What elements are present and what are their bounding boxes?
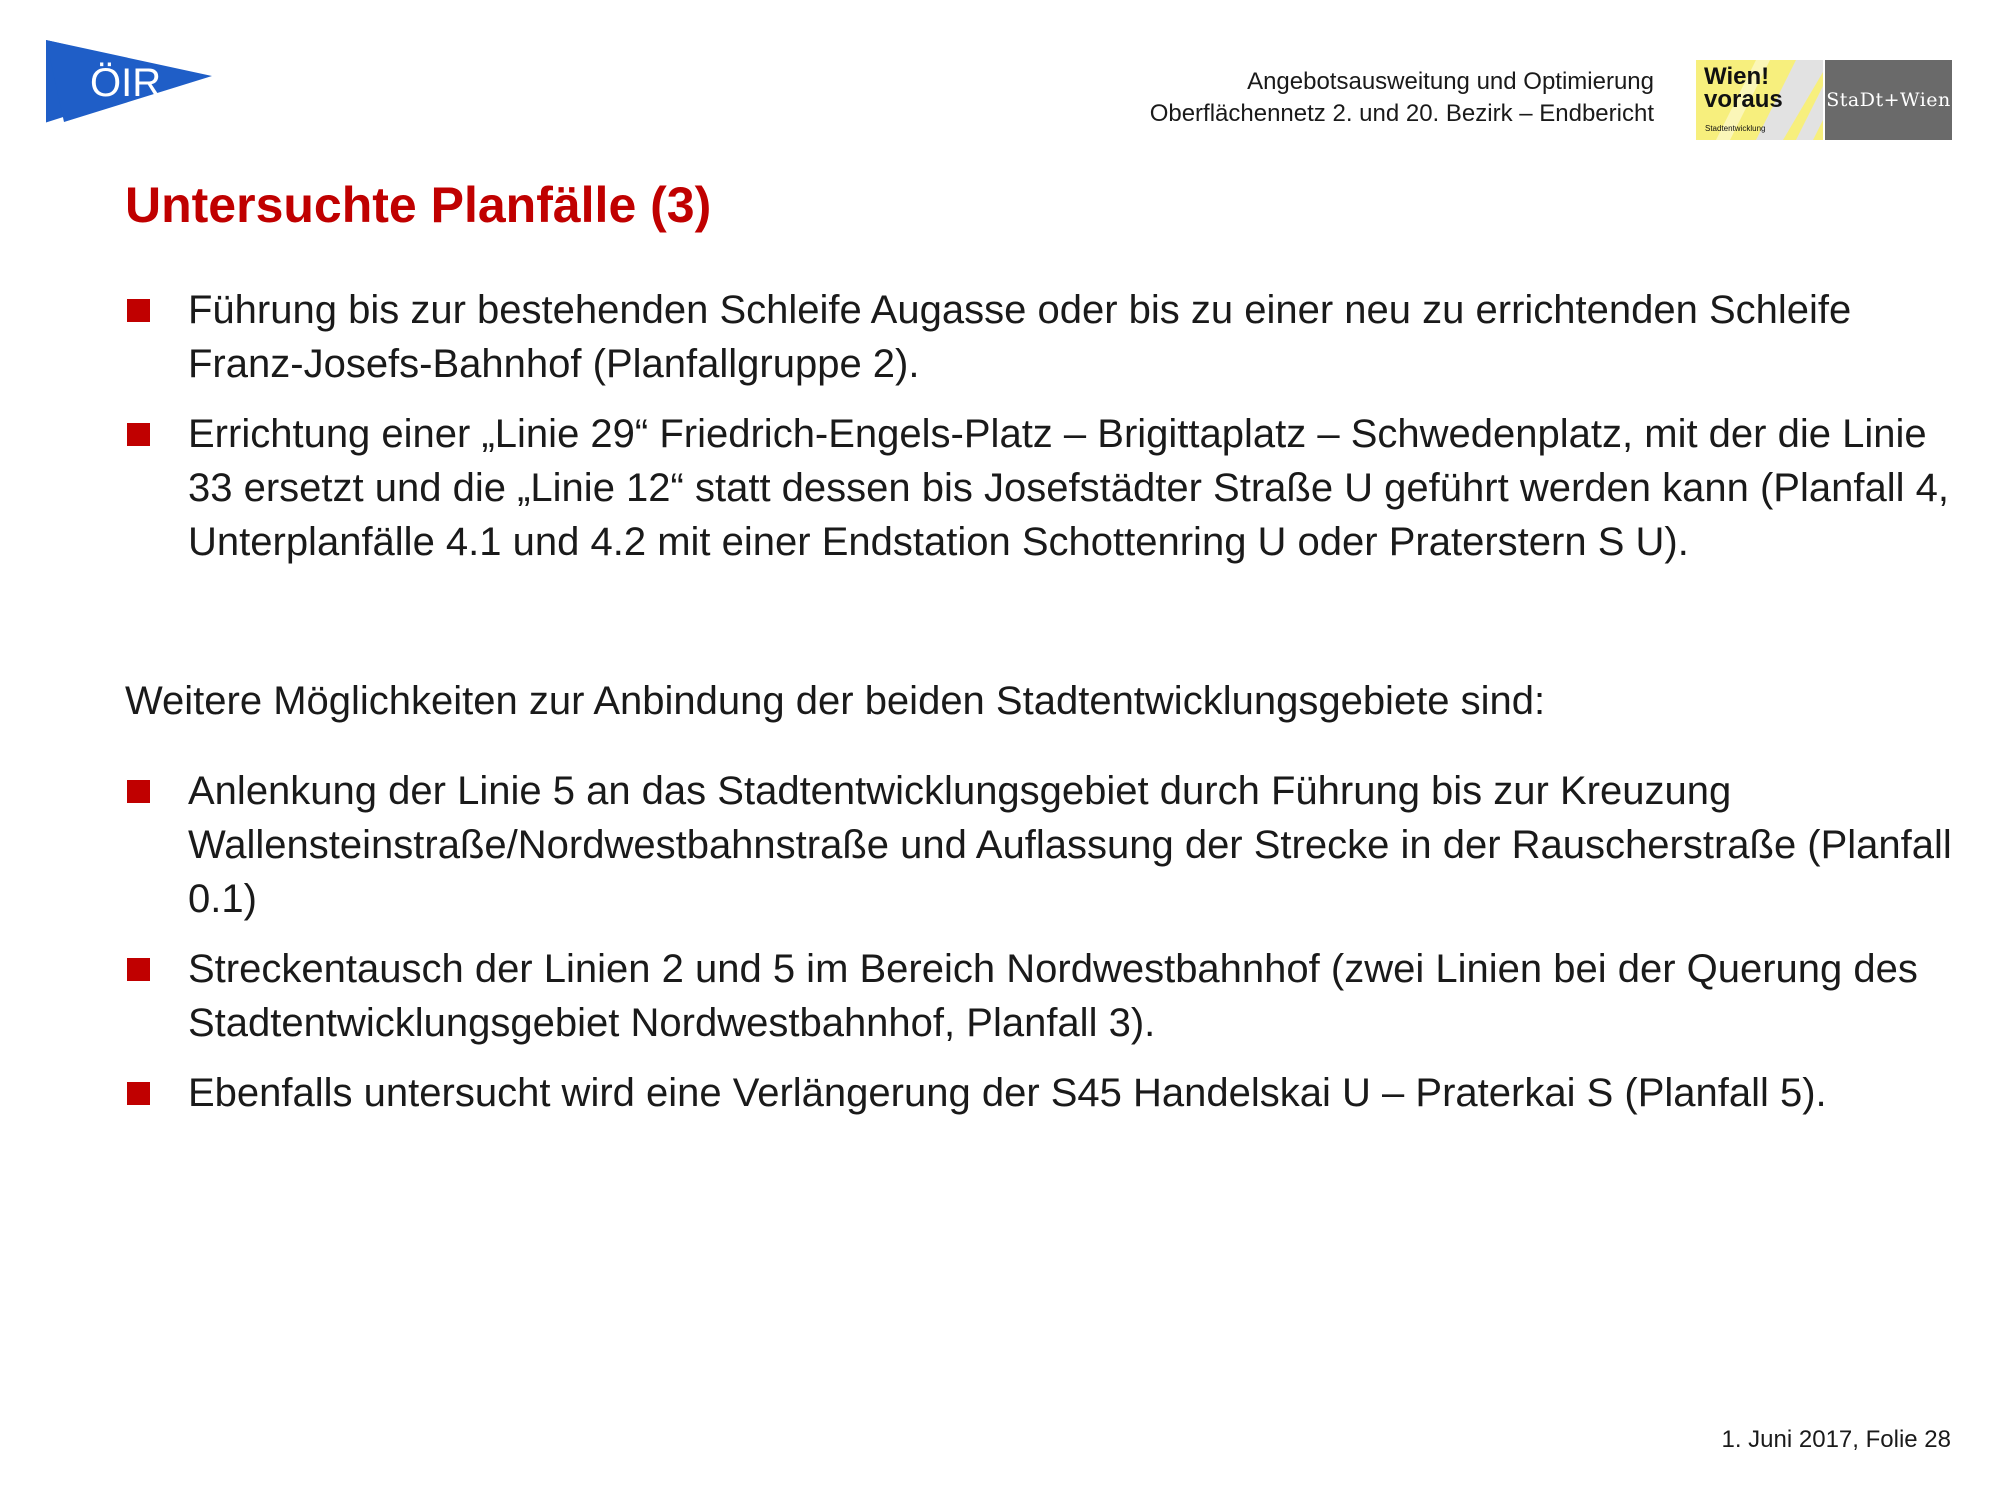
- list-item: [125, 1066, 1955, 1120]
- header-subtitle: [1150, 66, 1654, 130]
- list-item: [125, 764, 1955, 926]
- wien-voraus-logo: [1696, 60, 1823, 140]
- list-item: [125, 942, 1955, 1050]
- bullet-list-bottom: [125, 764, 1955, 1136]
- bullet-square-icon: [127, 423, 150, 446]
- page-title: Untersuchte Planfälle (3): [125, 177, 712, 233]
- wien-logo-line-1: Wien!: [1704, 63, 1770, 90]
- wien-logo-line-2: voraus: [1704, 86, 1783, 113]
- list-item-text: Streckentausch der Linien 2 und 5 im Bereich Nordwestbahnhof (zwei Linien bei der Querung des Stadtentwicklungsgebiet Nordwestbahnhof, Planfall 3).: [188, 947, 1918, 1045]
- stadt-wien-logo-text: StaDt+Wien: [1826, 89, 1951, 111]
- list-item: [125, 407, 1955, 569]
- footer-date-slide: 1. Juni 2017, Folie 28: [1721, 1426, 1951, 1453]
- list-item-text: Ebenfalls untersucht wird eine Verlängerung der S45 Handelskai U – Praterkai S (Planfall 5).: [188, 1071, 1827, 1115]
- list-item: [125, 283, 1955, 391]
- bullet-list-top: [125, 283, 1955, 585]
- wien-logo-line-3: Stadtentwicklung: [1705, 124, 1766, 133]
- header-line-1: Angebotsausweitung und Optimierung: [1247, 68, 1654, 95]
- bullet-square-icon: [127, 958, 150, 981]
- oir-logo-text: ÖIR: [90, 61, 162, 105]
- list-item-text: Anlenkung der Linie 5 an das Stadtentwicklungsgebiet durch Führung bis zur Kreuzung Wallensteinstraße/Nordwestbahnstraße und Auflassung der Strecke in der Rauscherstraße (Planfall 0.1): [188, 769, 1952, 921]
- oir-logo: [44, 38, 214, 124]
- header-line-2: Oberflächennetz 2. und 20. Bezirk – Endbericht: [1149, 100, 1654, 127]
- list-item-text: Errichtung einer „Linie 29“ Friedrich-Engels-Platz – Brigittaplatz – Schwedenplatz, mit der die Linie 33 ersetzt und die „Linie 12“ statt dessen bis Josefstädter Straße U geführt werden kann (Planfall 4, Unterplanfälle 4.1 und 4.2 mit einer Endstation Schottenring U oder Praterstern S U).: [188, 412, 1949, 564]
- bullet-square-icon: [127, 299, 150, 322]
- intro-paragraph: Weitere Möglichkeiten zur Anbindung der beiden Stadtentwicklungsgebiete sind:: [125, 679, 1546, 723]
- list-item-text: Führung bis zur bestehenden Schleife Augasse oder bis zu einer neu zu errichtenden Schleife Franz-Josefs-Bahnhof (Planfallgruppe 2).: [188, 288, 1852, 386]
- bullet-square-icon: [127, 780, 150, 803]
- bullet-square-icon: [127, 1082, 150, 1105]
- stadt-wien-logo: [1825, 60, 1952, 140]
